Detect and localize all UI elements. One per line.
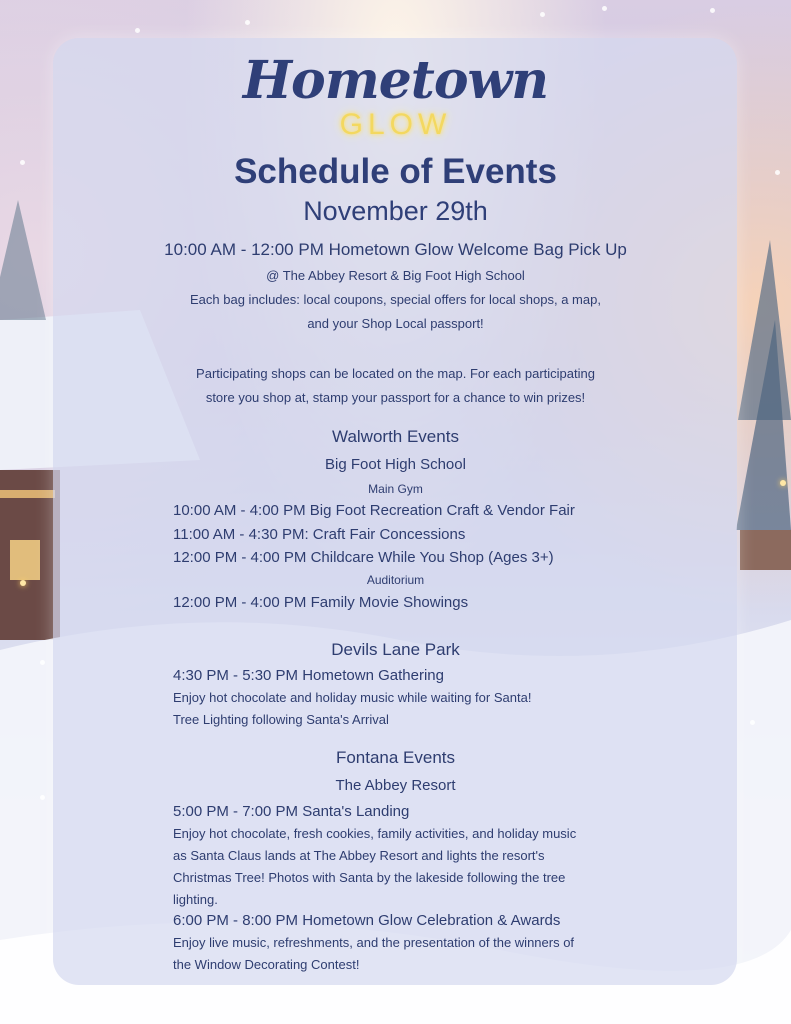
bag-contents-line2: and your Shop Local passport! <box>307 316 484 331</box>
devils-desc-line1: Enjoy hot chocolate and holiday music while waiting for Santa! <box>173 690 532 705</box>
event-date: November 29th <box>303 196 488 226</box>
devils-desc-line2: Tree Lighting following Santa's Arrival <box>173 712 389 727</box>
walworth-heading: Walworth Events <box>332 427 459 446</box>
devils-lane-heading: Devils Lane Park <box>331 640 460 659</box>
walworth-venue: Big Foot High School <box>325 456 466 473</box>
fontana-desc2-line2: the Window Decorating Contest! <box>173 957 360 972</box>
cabin-right <box>740 530 791 570</box>
fontana-desc1-line3: Christmas Tree! Photos with Santa by the lakeside following the tree <box>173 870 566 885</box>
fontana-desc2-line1: Enjoy live music, refreshments, and the presentation of the winners of <box>173 935 575 950</box>
fontana-desc1-line2: as Santa Claus lands at The Abbey Resort and lights the resort's <box>173 848 545 863</box>
walworth-item-craft-fair: 10:00 AM - 4:00 PM Big Foot Recreation Craft & Vendor Fair <box>173 502 575 519</box>
devils-item-gathering: 4:30 PM - 5:30 PM Hometown Gathering <box>173 667 444 684</box>
fontana-desc1-line1: Enjoy hot chocolate, fresh cookies, family activities, and holiday music <box>173 826 577 841</box>
fontana-item-celebration: 6:00 PM - 8:00 PM Hometown Glow Celebration & Awards <box>173 912 561 929</box>
fontana-venue: The Abbey Resort <box>335 777 456 794</box>
map-info-line2: store you shop at, stamp your passport for a chance to win prizes! <box>205 390 586 405</box>
logo-glow: GLOW <box>339 108 452 141</box>
fontana-heading: Fontana Events <box>335 748 456 767</box>
fontana-desc1-line4: lighting. <box>173 892 218 907</box>
walworth-room-main-gym: Main Gym <box>368 482 423 496</box>
walworth-room-auditorium: Auditorium <box>366 573 425 587</box>
fontana-item-santas-landing: 5:00 PM - 7:00 PM Santa's Landing <box>173 803 410 820</box>
walworth-item-childcare: 12:00 PM - 4:00 PM Childcare While You Shop (Ages 3+) <box>173 549 554 566</box>
bag-contents-line1: Each bag includes: local coupons, special offers for local shops, a map, <box>190 292 601 307</box>
walworth-item-movies: 12:00 PM - 4:00 PM Family Movie Showings <box>173 594 469 611</box>
logo-hometown: Hometown <box>242 50 549 111</box>
welcome-bag-headline: 10:00 AM - 12:00 PM Hometown Glow Welcome Bag Pick Up <box>164 240 627 259</box>
welcome-bag-location: @ The Abbey Resort & Big Foot High School <box>266 268 525 283</box>
map-info-line1: Participating shops can be located on the map. For each participating <box>196 366 595 381</box>
walworth-item-concessions: 11:00 AM - 4:30 PM: Craft Fair Concessions <box>173 526 466 543</box>
page-title: Schedule of Events <box>234 152 557 191</box>
